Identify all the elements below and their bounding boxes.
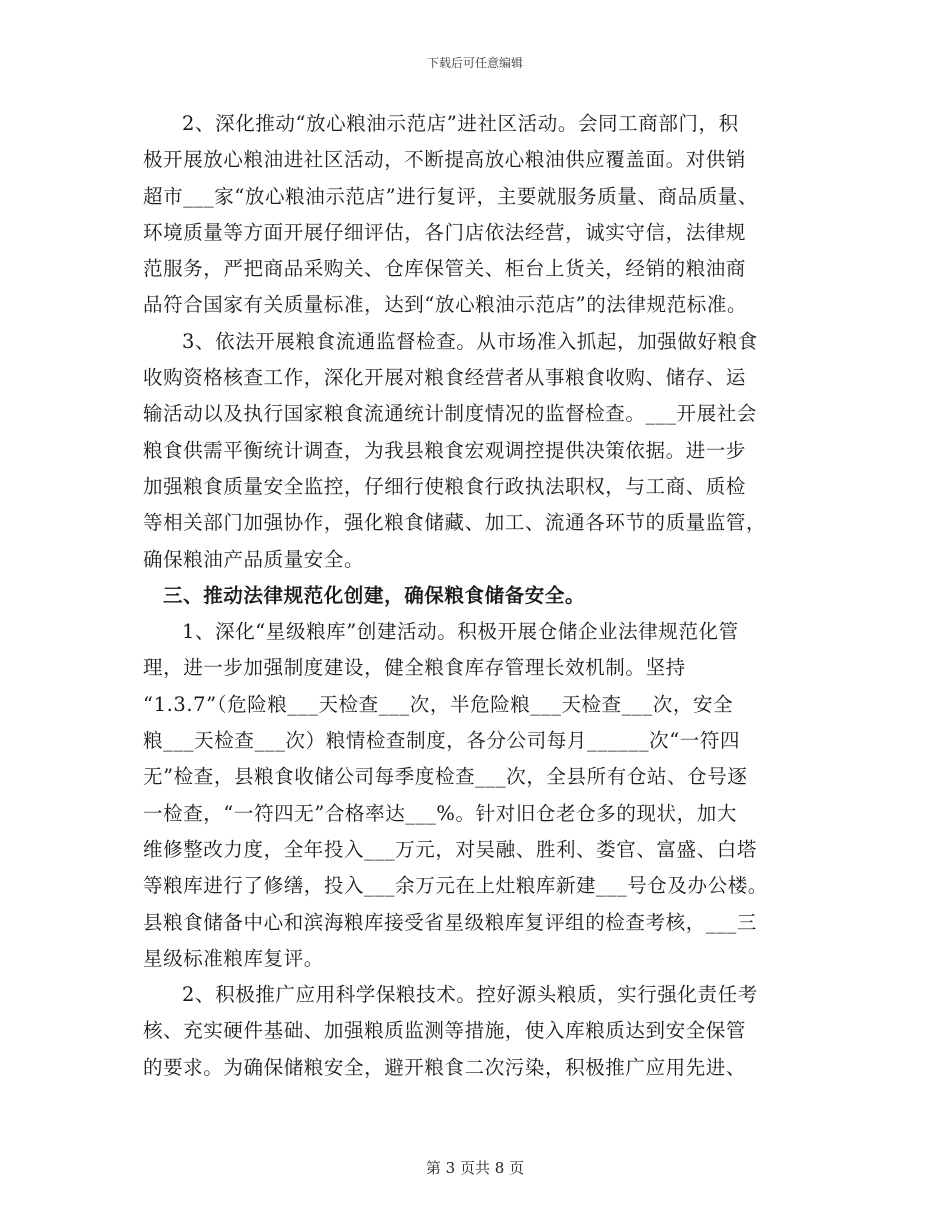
text-line: 输活动以及执行国家粮食流通统计制度情况的监督检查。___开展社会 (143, 402, 757, 426)
text-line: 一检查，“一符四无”合格率达___%。针对旧仓老仓多的现状，加大 (143, 801, 737, 825)
text-line: 品符合国家有关质量标准，达到“放心粮油示范店”的法律规范标准。 (143, 293, 748, 317)
text-line: 加强粮食质量安全监控，仔细行使粮食行政执法职权，与工商、质检 (143, 474, 747, 498)
text-line: 的要求。为确保储粮安全，避开粮食二次污染，积极推广应用先进、 (143, 1055, 747, 1079)
text-line: 粮食供需平衡统计调查，为我县粮食宏观调控提供决策依据。进一步 (143, 438, 747, 462)
text-line: 收购资格核查工作，深化开展对粮食经营者从事粮食收购、储存、运 (143, 366, 747, 390)
text-line: “1.3.7”（危险粮___天检查___次，半危险粮___天检查___次，安全 (143, 692, 734, 716)
text-line: 维修整改力度，全年投入___万元，对吴融、胜利、娄官、富盛、白塔 (143, 837, 757, 861)
text-line: 核、充实硬件基础、加强粮质监测等措施，使入库粮质达到安全保管 (143, 1019, 747, 1043)
text-line: 等相关部门加强协作，强化粮食储藏、加工、流通各环节的质量监管， (143, 511, 767, 535)
text-line: 1、深化“星级粮库”创建活动。积极开展仓储企业法律规范化管 (182, 620, 739, 644)
text-line: 粮___天检查___次）粮情检查制度，各分公司每月______次“一符四 (143, 729, 741, 753)
text-line: 确保粮油产品质量安全。 (143, 547, 365, 571)
text-line: 2、积极推广应用科学保粮技术。控好源头粮质，实行强化责任考 (182, 983, 758, 1007)
section-heading: 三、推动法律规范化创建，确保粮食储备安全。 (163, 583, 586, 607)
text-line: 极开展放心粮油进社区活动，不断提高放心粮油供应覆盖面。对供销 (143, 148, 747, 172)
text-line: 理，进一步加强制度建设，健全粮食库存管理长效机制。坚持 (143, 656, 686, 680)
page-header: 下载后可任意编辑 (426, 56, 523, 70)
text-line: 范服务，严把商品采购关、仓库保管关、柜台上货关，经销的粮油商 (143, 257, 747, 281)
text-line: 无”检查，县粮食收储公司每季度检查___次，全县所有仓站、仓号逐 (143, 765, 748, 789)
page-footer: 第 3 页共 8 页 (425, 1159, 525, 1177)
text-line: 环境质量等方面开展仔细评估，各门店依法经营，诚实守信，法律规 (143, 220, 747, 244)
text-line: 3、依法开展粮食流通监督检查。从市场准入抓起，加强做好粮食 (182, 329, 758, 353)
text-line: 等粮库进行了修缮，投入___余万元在上灶粮库新建___号仓及办公楼。 (143, 874, 768, 898)
text-line: 县粮食储备中心和滨海粮库接受省星级粮库复评组的检查考核，___三 (143, 910, 757, 934)
text-line: 2、深化推动“放心粮油示范店”进社区活动。会同工商部门，积 (182, 112, 739, 135)
text-line: 星级标准粮库复评。 (143, 946, 324, 970)
text-line: 超市___家“放心粮油示范店”进行复评，主要就服务质量、商品质量、 (143, 184, 758, 208)
document-body (143, 106, 811, 1086)
